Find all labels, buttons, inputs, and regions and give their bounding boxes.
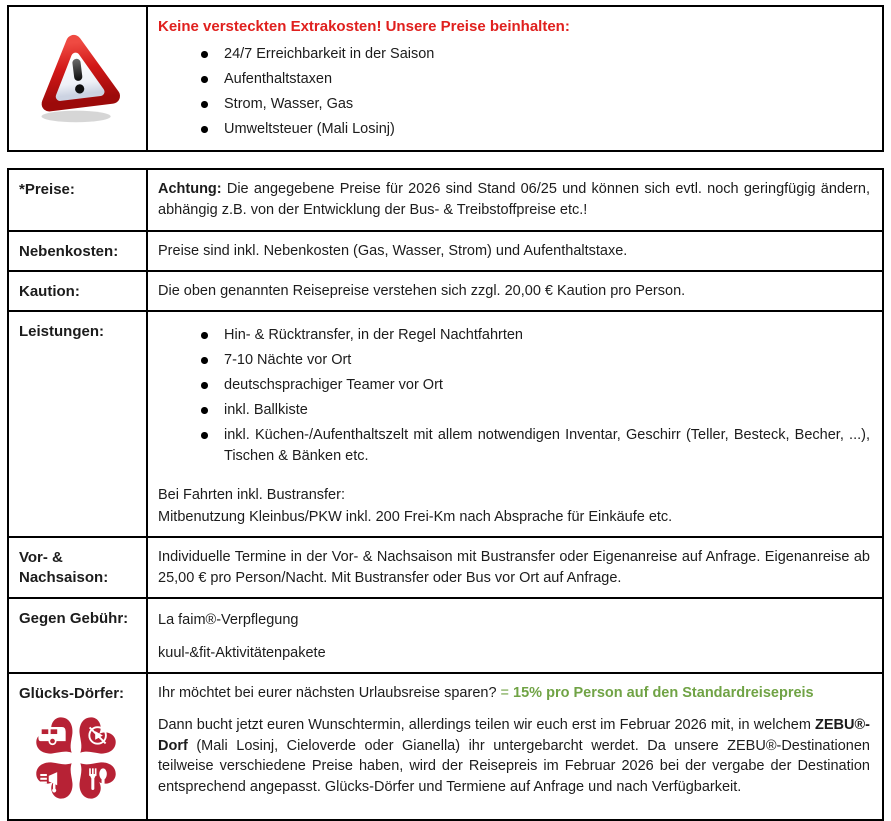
leistung-item [198, 325, 870, 346]
price-details-table [7, 168, 884, 821]
booking-text-1: Dann bucht jetzt euren Wunschtermin, allerdings teilen wir euch erst im Februar 2026 mit, in welchem [158, 717, 816, 733]
included-item [198, 69, 868, 90]
warning-icon-cell [8, 6, 147, 151]
clover-villages-icon [25, 711, 142, 811]
leistung-item-text: 7-10 Nächte vor Ort [224, 352, 352, 368]
row-label [8, 673, 147, 820]
discount-equals: = [500, 685, 514, 701]
warning-triangle-icon [25, 27, 131, 127]
zebu-dorf-bold: ZEBU®-Dorf [158, 717, 870, 754]
row-content [147, 311, 883, 537]
included-item-text: Aufenthaltstaxen [224, 71, 333, 87]
row-content [147, 537, 883, 598]
no-extra-costs-content [147, 6, 883, 151]
gluecks-label-text: Glücks-Dörfer: [19, 685, 125, 702]
table-row-vorsaison [8, 537, 883, 598]
attention-label: Achtung: [158, 181, 222, 197]
table-row-kaution [8, 271, 883, 311]
row-label: Leistungen: [8, 311, 147, 537]
leistungen-list [158, 325, 870, 467]
row-content [147, 169, 883, 231]
no-extra-costs-heading: Keine versteckten Extrakosten! Unsere Preise beinhalten: [158, 18, 570, 35]
kuulfit-line: kuul-&fit-Aktivitätenpakete [158, 645, 326, 661]
row-label: *Preise: [8, 169, 147, 231]
leistung-item [198, 375, 870, 396]
row-label: Vor- & Nachsaison: [8, 537, 147, 598]
discount-question [158, 683, 870, 704]
booking-text-2: (Mali Losinj, Cieloverde oder Gianella) ihr untergebarcht werdet. Da unsere ZEBU®-Destinationen teilweise verschiedene Preise haben, wird der Reisepreis im Februar 2026 bei der vergabe der Destination entsprechend angepasst. Glücks-Dörfer und Termiene auf Anfrage und nach Verfügbarkeit. [158, 737, 870, 795]
preise-text: Die angegebene Preise für 2026 sind Stand 06/25 und können sich evtl. noch geringfügig ändern, abhängig z.B. von der Entwicklung der Bus- & Treibstoffpreise etc.! [158, 181, 870, 218]
included-item [198, 119, 868, 140]
nebenkosten-text: Preise sind inkl. Nebenkosten (Gas, Wasser, Strom) und Aufenthaltstaxe. [158, 243, 628, 259]
bustransfer-note-line2: Mitbenutzung Kleinbus/PKW inkl. 200 Frei-Km nach Absprache für Einkäufe etc. [158, 509, 673, 525]
discount-highlight: 15% pro Person auf den Standardreisepreis [513, 685, 814, 701]
vorsaison-text: Individuelle Termine in der Vor- & Nachsaison mit Bustransfer oder Eigenanreise auf Anfrage. Eigenanreise ab 25,00 € pro Person/Nacht. Mit Bustransfer oder Bus vor Ort auf Anfrage. [158, 549, 870, 586]
leistung-item [198, 425, 870, 467]
row-content [147, 231, 883, 271]
row-label: Kaution: [8, 271, 147, 311]
table-row-preise [8, 169, 883, 231]
row-content [147, 598, 883, 673]
leistung-item-text: inkl. Küchen-/Aufenthaltszelt mit allem notwendigen Inventar, Geschirr (Teller, Besteck, Becher, ...), Tischen & Bänken etc. [224, 427, 870, 464]
bustransfer-note-line1: Bei Fahrten inkl. Bustransfer: [158, 487, 345, 503]
table-row-nebenkosten [8, 231, 883, 271]
leistung-item [198, 350, 870, 371]
bustransfer-note [158, 484, 870, 528]
leistung-item-text: inkl. Ballkiste [224, 402, 308, 418]
included-item-text: Umweltsteuer (Mali Losinj) [224, 121, 395, 137]
leistung-item [198, 400, 870, 421]
included-item [198, 94, 868, 115]
leistung-item-text: deutschsprachiger Teamer vor Ort [224, 377, 443, 393]
included-item-text: 24/7 Erreichbarkeit in der Saison [224, 46, 435, 62]
row-content [147, 673, 883, 820]
table-row-gluecks-doerfer [8, 673, 883, 820]
discount-question-text: Ihr möchtet bei eurer nächsten Urlaubsreise sparen? [158, 685, 501, 701]
table-row-leistungen [8, 311, 883, 537]
included-item [198, 44, 868, 65]
row-label: Gegen Gebühr: [8, 598, 147, 673]
included-item-text: Strom, Wasser, Gas [224, 96, 354, 112]
table-row-gegen-gebuehr [8, 598, 883, 673]
row-content [147, 271, 883, 311]
no-extra-costs-box [7, 5, 884, 152]
lafaim-line: La faim®-Verpflegung [158, 612, 299, 628]
row-label: Nebenkosten: [8, 231, 147, 271]
included-items-list [158, 44, 868, 140]
kaution-text: Die oben genannten Reisepreise verstehen sich zzgl. 20,00 € Kaution pro Person. [158, 283, 686, 299]
leistung-item-text: Hin- & Rücktransfer, in der Regel Nachtfahrten [224, 327, 523, 343]
booking-paragraph [158, 715, 870, 797]
